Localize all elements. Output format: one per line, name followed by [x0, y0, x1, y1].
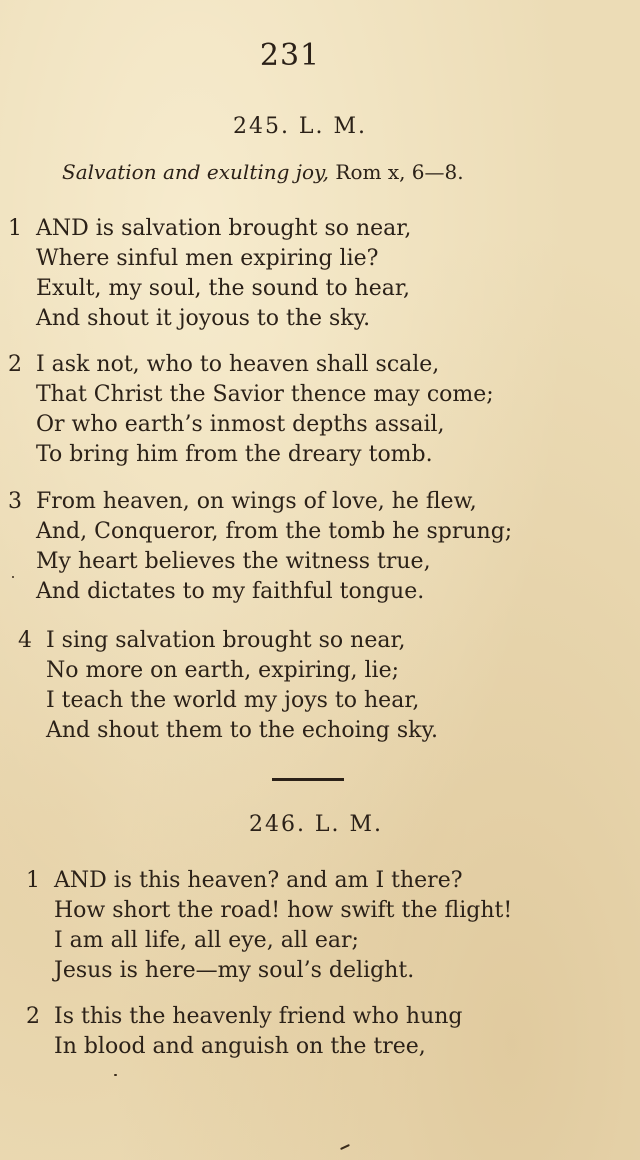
verse-line: That Christ the Savior thence may come;	[36, 382, 494, 407]
verse-line: Where sinful men expiring lie?	[36, 246, 379, 271]
hymn-246-stanza-2	[26, 1002, 463, 1062]
stanza-number: 1	[26, 868, 40, 893]
verse-line: How short the road! how swift the flight!	[54, 898, 513, 923]
verse-line: No more on earth, expiring, lie;	[46, 658, 400, 683]
verse-line: AND is salvation brought so near,	[36, 216, 412, 241]
paper-speck	[114, 1074, 117, 1076]
paper-speck	[340, 1144, 350, 1150]
verse-line: My heart believes the witness true,	[36, 549, 431, 574]
verse-line: Jesus is here—my soul’s delight.	[54, 958, 415, 983]
verse-line: I teach the world my joys to hear,	[46, 688, 420, 713]
hymn-245-stanza-3	[8, 487, 512, 607]
verse-line: And dictates to my faithful tongue.	[36, 579, 425, 604]
verse-line: To bring him from the dreary tomb.	[36, 442, 433, 467]
hymn-245-theme: Salvation and exulting joy,	[62, 160, 330, 184]
verse-line: And, Conqueror, from the tomb he sprung;	[36, 519, 513, 544]
stanza-number: 2	[8, 352, 22, 377]
paper-speck	[12, 576, 14, 578]
hymn-245-scripture-ref: Rom x, 6—8.	[335, 160, 464, 184]
verse-line: And shout them to the echoing sky.	[46, 718, 438, 743]
hymn-246-title: 246. L. M.	[248, 812, 384, 837]
verse-line: I ask not, who to heaven shall scale,	[36, 352, 440, 377]
hymn-245-title: 245. L. M.	[232, 114, 368, 139]
verse-line: I am all life, all eye, all ear;	[54, 928, 359, 953]
hymn-245-subtitle	[62, 160, 464, 184]
hymn-245-stanza-1	[8, 214, 411, 334]
verse-line: AND is this heaven? and am I there?	[54, 868, 463, 893]
hymn-245-stanza-2	[8, 350, 494, 470]
verse-line: And shout it joyous to the sky.	[36, 306, 371, 331]
verse-line: Exult, my soul, the sound to hear,	[36, 276, 410, 301]
verse-line: Or who earth’s inmost depths assail,	[36, 412, 445, 437]
page-number: 231	[259, 38, 321, 73]
verse-line: In blood and anguish on the tree,	[54, 1034, 426, 1059]
stanza-number: 4	[18, 628, 32, 653]
section-divider	[272, 778, 344, 781]
verse-line: From heaven, on wings of love, he flew,	[36, 489, 477, 514]
stanza-number: 2	[26, 1004, 40, 1029]
stanza-number: 3	[8, 489, 22, 514]
stanza-number: 1	[8, 216, 22, 241]
verse-line: I sing salvation brought so near,	[46, 628, 406, 653]
hymn-245-stanza-4	[18, 626, 438, 746]
hymn-246-stanza-1	[26, 866, 512, 986]
verse-line: Is this the heavenly friend who hung	[54, 1004, 463, 1029]
